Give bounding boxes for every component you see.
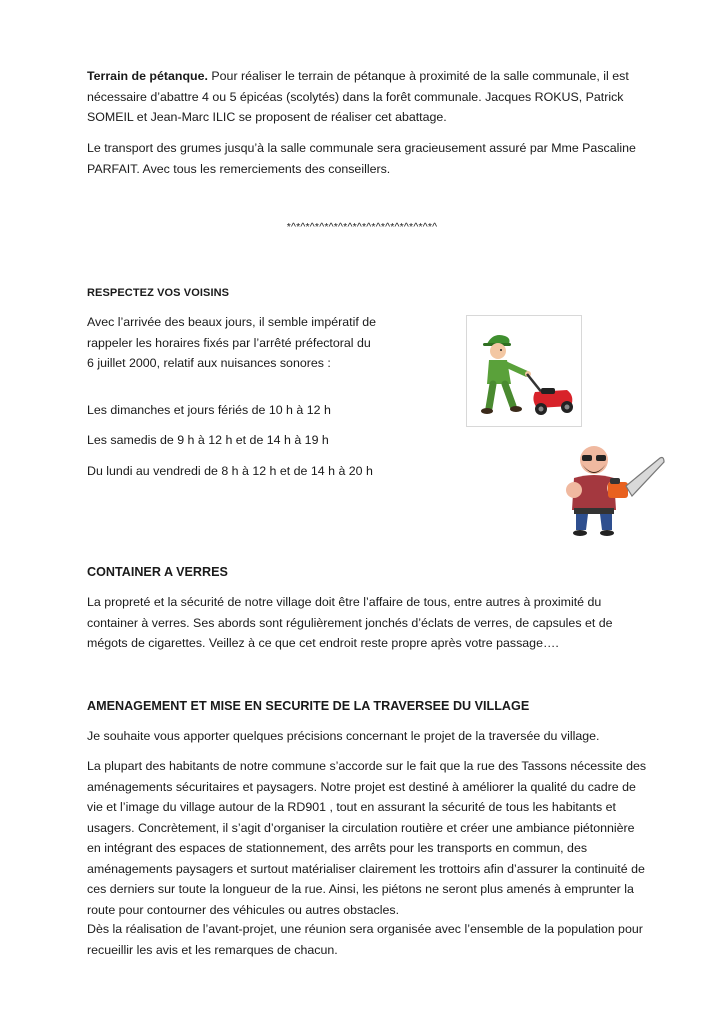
separator-line: *^*^*^*^*^*^*^*^*^*^*^*^*^*^*^*^ — [286, 221, 438, 233]
container-paragraph: La propreté et la sécurité de notre village doit être l’affaire de tous, entre autres à proximité du container à verres. Ses abords sont régulièrement jonchés d’éclats de verres, de capsules et de mégots de cigarettes. Veillez à ce que cet endroit reste propre après votre passage…. — [87, 595, 613, 650]
lawnmower-icon — [467, 316, 581, 426]
voisins-intro: Avec l’arrivée des beaux jours, il semble impératif de rappeler les horaires fixés par l’arrêté préfectoral du 6 juillet 2000, relatif aux nuisances sonores : — [87, 315, 377, 370]
traversee-heading: AMENAGEMENT ET MISE EN SECURITE DE LA TRAVERSEE DU VILLAGE — [87, 699, 530, 713]
petanque-heading: Terrain de pétanque. — [87, 69, 208, 83]
chainsaw-icon — [560, 438, 666, 538]
chainsaw-man-illustration — [560, 438, 666, 538]
petanque-text: Pour réaliser le terrain de pétanque à proximité de la salle communale, il est nécessaire d’abattre 4 ou 5 épicéas (scolytés) dans la forêt communale. Jacques ROKUS, Patrick SOMEIL et Jean-Marc ILIC se proposent de réaliser cet abattage. — [87, 69, 629, 124]
traversee-main-paragraph: La plupart des habitants de notre commune s’accorde sur le fait que la rue des Tassons nécessite des aménagements sécuritaires et paysagers. Notre projet est destiné à améliorer la qualité du cadre de vie et l’image du village autour de la RD901 , tout en assurant la sécurité de tous les habitants et usagers. Concrètement, il s’agit d’organiser la circulation routière et créer une ambiance piétonnière en intégrant des espaces de stationnement, des arrêts pour les transports en commun, des aménagements paysagers et surtout matérialiser clairement les trottoirs afin d’assurer la continuité de ces derniers sur toute la longueur de la rue. Ainsi, les piétons ne seront plus amenés à emprunter la route pour contourner des véhicules ou autres obstacles. — [87, 759, 647, 917]
lawnmower-man-illustration — [466, 315, 582, 427]
traversee-intro: Je souhaite vous apporter quelques précisions concernant le projet de la traversée du village. — [87, 729, 600, 743]
voisins-sunday-hours: Les dimanches et jours fériés de 10 h à 12 h — [87, 403, 331, 417]
petanque-transport-paragraph: Le transport des grumes jusqu’à la salle communale sera gracieusement assuré par Mme Pascaline PARFAIT. Avec tous les remerciements des conseillers. — [87, 141, 636, 176]
voisins-heading: RESPECTEZ VOS VOISINS — [87, 287, 230, 299]
voisins-weekday-hours: Du lundi au vendredi de 8 h à 12 h et de 14 h à 20 h — [87, 464, 373, 478]
voisins-saturday-hours: Les samedis de 9 h à 12 h et de 14 h à 19 h — [87, 433, 329, 447]
traversee-closing-paragraph: Dès la réalisation de l’avant-projet, une réunion sera organisée avec l’ensemble de la population pour recueillir les avis et les remarques de chacun. — [87, 922, 643, 957]
petanque-paragraph — [87, 66, 639, 128]
container-heading: CONTAINER A VERRES — [87, 565, 228, 579]
